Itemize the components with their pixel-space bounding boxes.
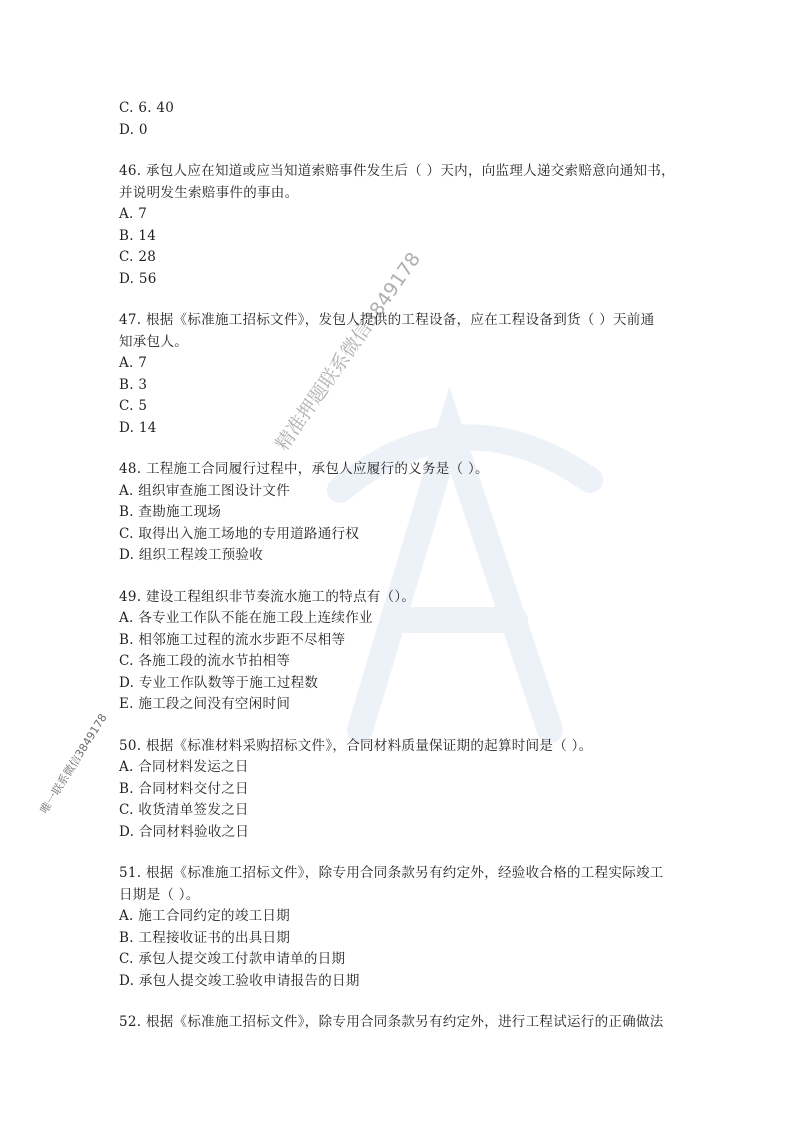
option: C. 取得出入施工场地的专用道路通行权 <box>119 525 360 542</box>
question-text: 52. 根据《标准施工招标文件》，除专用合同条款另有约定外，进行工程试运行的正确做法 <box>119 1014 664 1030</box>
question-text: 51. 根据《标准施工招标文件》，除专用合同条款另有约定外，经验收合格的工程实际竣工 <box>119 865 664 881</box>
question-text: 46. 承包人应在知道或应当知道索赔事件发生后（ ）天内，向监理人递交索赔意向通知书， <box>119 163 675 179</box>
option: E. 施工段之间没有空闲时间 <box>119 696 291 712</box>
option: D. 56 <box>119 270 157 287</box>
question-50 <box>119 736 699 844</box>
option: B. 相邻施工过程的流水步距不尽相等 <box>119 631 346 648</box>
question-list <box>119 98 699 1034</box>
question-text: 知承包人。 <box>119 333 188 350</box>
question-text: 并说明发生索赔事件的事由。 <box>119 184 299 201</box>
question-49 <box>119 587 699 716</box>
option: A. 7 <box>119 355 148 371</box>
option: C. 28 <box>119 249 157 265</box>
option: A. 各专业工作队不能在施工段上连续作业 <box>119 610 373 626</box>
option: C. 收货清单签发之日 <box>119 802 249 818</box>
option: C. 承包人提交竣工付款申请单的日期 <box>119 951 346 967</box>
question-52 <box>119 1012 699 1034</box>
option: B. 合同材料交付之日 <box>119 780 249 797</box>
option: D. 0 <box>119 121 148 138</box>
question-text: 48. 工程施工合同履行过程中，承包人应履行的义务是（ ）。 <box>119 461 489 477</box>
option: D. 合同材料验收之日 <box>119 823 250 840</box>
option: B. 查勘施工现场 <box>119 504 222 520</box>
question-text: 日期是（ ）。 <box>119 886 200 903</box>
option: B. 14 <box>119 227 157 244</box>
watermark-center: 精准押题联系微信3849178 <box>271 248 426 455</box>
option: D. 组织工程竣工预验收 <box>119 547 264 563</box>
option: A. 施工合同约定的竣工日期 <box>119 908 291 924</box>
option: A. 7 <box>119 206 148 222</box>
question-48 <box>119 459 699 567</box>
option: A. 合同材料发运之日 <box>119 759 249 775</box>
question-47 <box>119 310 699 439</box>
question-51 <box>119 863 699 992</box>
question-text: 49. 建设工程组织非节奏流水施工的特点有（）。 <box>119 588 416 605</box>
option: D. 承包人提交竣工验收申请报告的日期 <box>119 972 360 989</box>
option: C. 5 <box>119 398 148 414</box>
question-text: 47. 根据《标准施工招标文件》，发包人提供的工程设备，应在工程设备到货（ ）天前通 <box>119 312 655 328</box>
question-text: 50. 根据《标准材料采购招标文件》，合同材料质量保证期的起算时间是（ ）。 <box>119 737 593 754</box>
option: B. 工程接收证书的出具日期 <box>119 929 291 946</box>
option: D. 14 <box>119 419 157 436</box>
question-tail-prev <box>119 98 699 141</box>
option: C. 6. 40 <box>119 100 175 116</box>
option: D. 专业工作队数等于施工过程数 <box>119 674 319 691</box>
option: B. 3 <box>119 376 148 393</box>
option: A. 组织审查施工图设计文件 <box>119 482 291 499</box>
option: C. 各施工段的流水节拍相等 <box>119 653 291 669</box>
watermark-left: 唯一联系微信3849178 <box>37 711 110 816</box>
